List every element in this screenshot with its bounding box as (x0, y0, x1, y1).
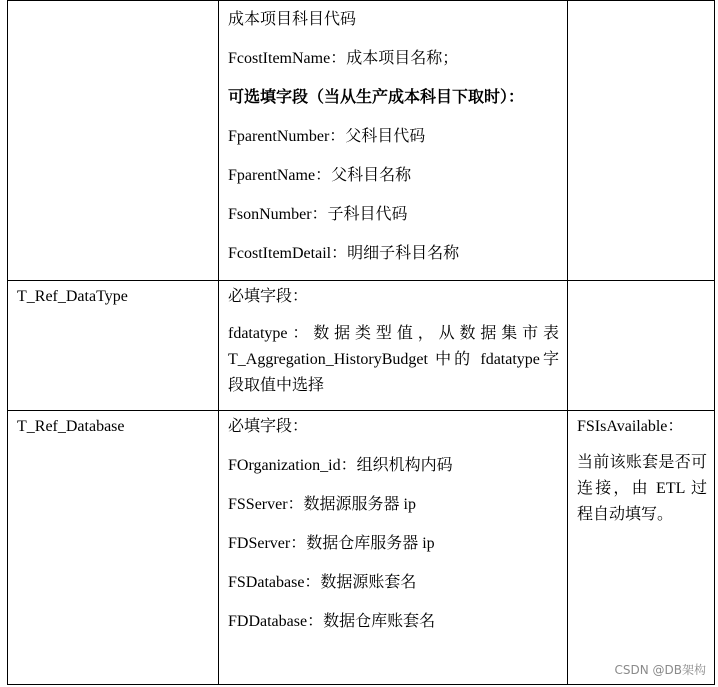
field-line: FcostItemDetail：明细子科目名称 (228, 245, 460, 262)
field-line: FDServer：数据仓库服务器 ip (228, 535, 435, 552)
table-name-cell (8, 1, 219, 281)
watermark: CSDN @DB架构 (614, 663, 706, 677)
field-description-cell (219, 411, 568, 685)
note-title: FSIsAvailable： (577, 418, 684, 435)
note-cell (568, 1, 715, 281)
table-row (8, 281, 715, 411)
field-line: FSDatabase：数据源账套名 (228, 574, 417, 591)
field-line: FsonNumber：子科目代码 (228, 206, 408, 223)
table-row (8, 411, 715, 685)
field-description-cell (219, 281, 568, 411)
field-line: 成本项目科目代码 (228, 11, 357, 28)
table-name-cell (8, 281, 219, 411)
field-line: FSServer：数据源服务器 ip (228, 496, 417, 513)
required-fields-heading: 必填字段： (228, 418, 309, 435)
field-description-cell (219, 1, 568, 281)
field-line: FparentName：父科目名称 (228, 167, 412, 184)
field-line: FparentNumber：父科目代码 (228, 128, 426, 145)
optional-fields-heading: 可选填字段（当从生产成本科目下取时）： (228, 89, 525, 106)
note-cell (568, 411, 715, 685)
note-text: 当前该账套是否可连接，由 ETL 过程自动填写。 (577, 454, 707, 523)
required-fields-heading: 必填字段： (228, 288, 309, 305)
table-name: T_Ref_DataType (17, 288, 128, 305)
field-line: fdatatype：数据类型值，从数据集市表T_Aggregation_HistoryBudget 中的 fdatatype字段取值中选择 (228, 325, 559, 394)
note-cell (568, 281, 715, 411)
field-line: FDDatabase：数据仓库账套名 (228, 613, 436, 630)
table-row (8, 1, 715, 281)
field-line: FOrganization_id：组织机构内码 (228, 457, 453, 474)
table-name: T_Ref_Database (17, 418, 125, 435)
table-name-cell (8, 411, 219, 685)
field-line: FcostItemName：成本项目名称； (228, 50, 459, 67)
field-spec-table (7, 0, 715, 685)
